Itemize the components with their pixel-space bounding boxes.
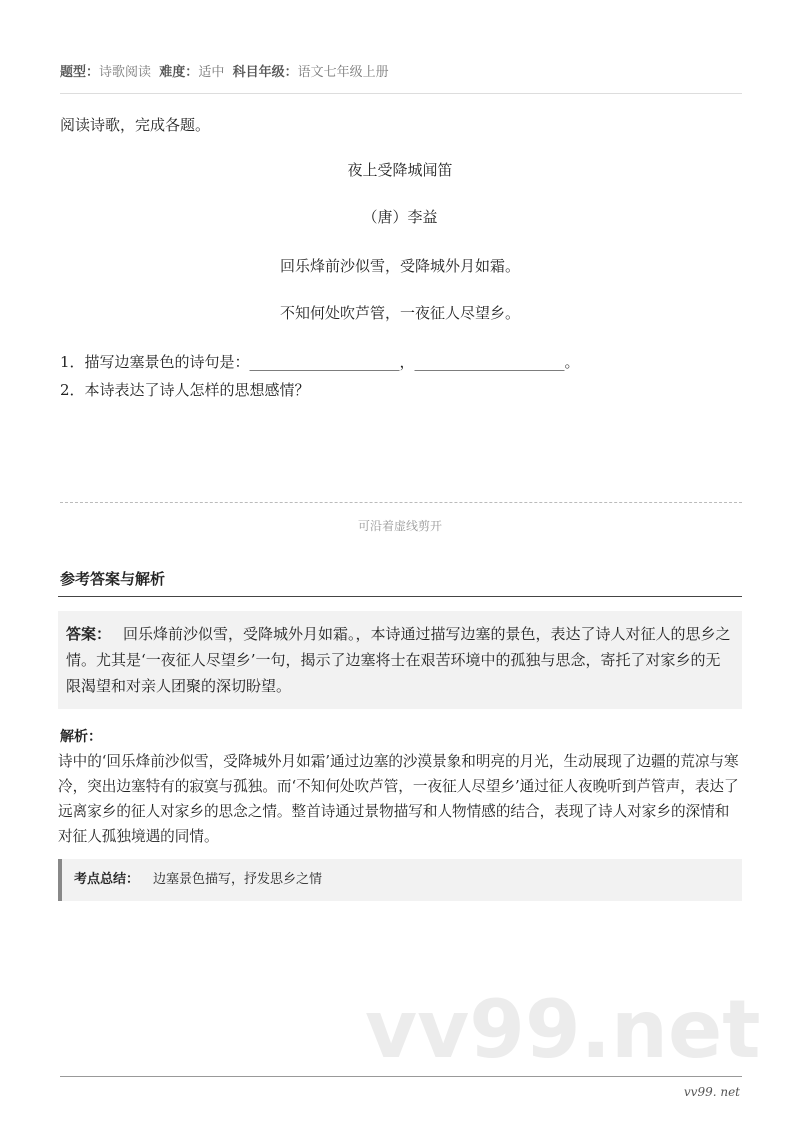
answer-box xyxy=(58,611,742,709)
answer-label: 答案： xyxy=(66,625,112,643)
divider xyxy=(60,93,742,94)
analysis-text: 诗中的‘回乐烽前沙似雪，受降城外月如霜’通过边塞的沙漠景象和明亮的月光，生动展现了边疆的荒凉与寒冷，突出边塞特有的寂寞与孤独。而‘不知何处吹芦管，一夜征人尽望乡’通过征人夜晚听到芦管声，表达了远离家乡的征人对家乡的思念之情。整首诗通过景物描写和人物情感的结合，表现了诗人对家乡的深情和对征人孤独境遇的同情。 xyxy=(58,753,739,845)
footer-site: vv99. net xyxy=(683,1085,740,1099)
poem-title: 夜上受降城闻笛 xyxy=(347,161,453,179)
poem-author: （唐）李益 xyxy=(362,208,438,226)
answer-heading: 参考答案与解析 xyxy=(60,570,166,588)
summary-label: 考点总结： xyxy=(74,872,140,887)
instructions: 阅读诗歌，完成各题。 xyxy=(60,116,211,134)
poem-line: 回乐烽前沙似雪，受降城外月如霜。 xyxy=(279,257,520,275)
type-value: 诗歌阅读 xyxy=(99,65,152,80)
difficulty-value: 适中 xyxy=(198,65,225,80)
type-label: 题型： xyxy=(60,65,100,80)
question-2: 2．本诗表达了诗人怎样的思想感情？ xyxy=(60,381,310,399)
grade-value: 语文七年级上册 xyxy=(297,65,389,80)
answer-text: 回乐烽前沙似雪，受降城外月如霜。，本诗通过描写边塞的景色，表达了诗人对征人的思乡之情。尤其是‘一夜征人尽望乡’一句，揭示了边塞将士在艰苦环境中的孤独与思念，寄托了对家乡的无限渴望和对亲人团聚的深切盼望。 xyxy=(66,625,731,695)
summary-text: 边塞景色描写，抒发思乡之情 xyxy=(153,872,323,887)
difficulty-label: 难度： xyxy=(159,65,199,80)
cut-hint: 可沿着虚线剪开 xyxy=(357,519,442,533)
grade-label: 科目年级： xyxy=(232,65,298,80)
poem-line: 不知何处吹芦管，一夜征人尽望乡。 xyxy=(279,304,520,322)
watermark: vv99.net xyxy=(365,983,761,1076)
cut-line xyxy=(60,502,742,503)
analysis-label: 解析： xyxy=(60,729,102,745)
divider xyxy=(58,596,742,597)
summary-box xyxy=(58,859,742,901)
footer-divider xyxy=(60,1076,742,1077)
question-1: 1．描写边塞景色的诗句是：____________________，____________________。 xyxy=(60,353,580,371)
meta-info xyxy=(60,64,389,82)
answer-section xyxy=(58,568,742,901)
